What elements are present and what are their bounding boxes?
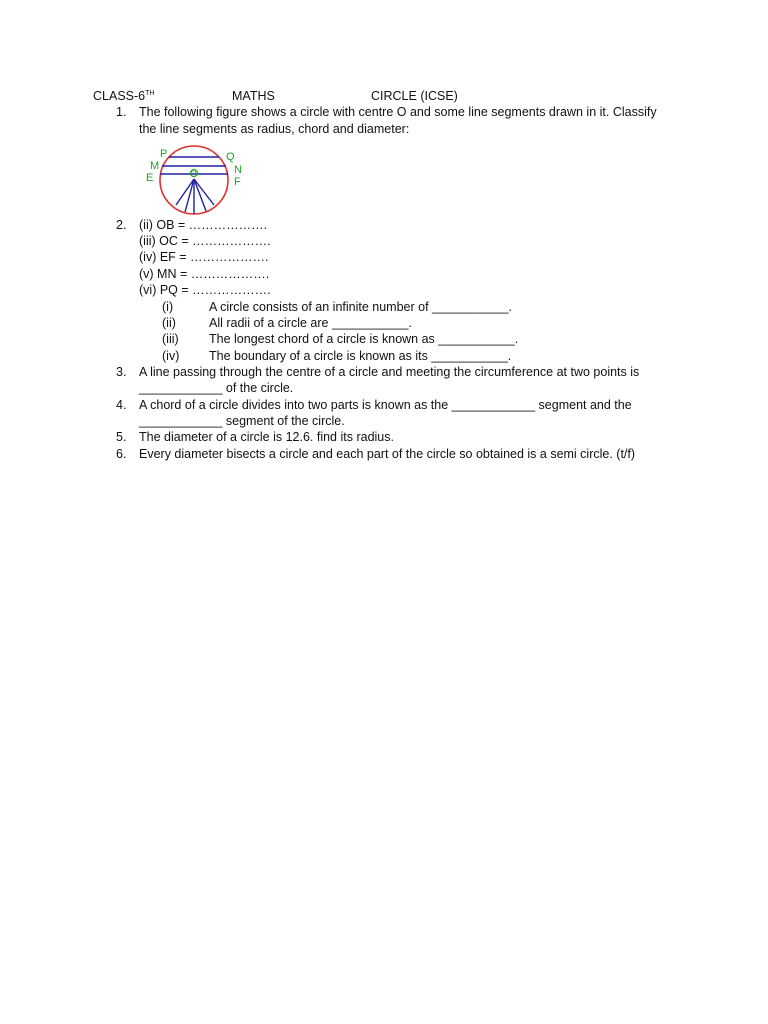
q2-sub-label-i: (i) [162,300,174,314]
q2-sub-text-ii: All radii of a circle are ___________. [209,316,412,330]
label-m: M [150,160,160,172]
q3-text-line1: A line passing through the centre of a circle and meeting the circumference at two points is [139,365,640,379]
q2-sub-label-iv: (iv) [162,349,180,363]
q1-text-line1: The following figure shows a circle with centre O and some line segments drawn in it. Classify [139,105,657,119]
radius-oc [194,179,214,205]
q5-text: The diameter of a circle is 12.6. find its radius. [139,430,394,444]
q2-answer-pq: (vi) PQ = ………………. [139,283,271,297]
q2-answer-ob: (ii) OB = ………………. [139,218,268,232]
q2-sub-label-ii: (ii) [162,316,176,330]
q2-sub-text-iv: The boundary of a circle is known as its ___________. [209,349,512,363]
q2-sub-text-iii: The longest chord of a circle is known as ___________. [209,332,519,346]
radius-3 [194,179,206,211]
q2-number: 2. [116,218,127,232]
subject-label: MATHS [232,89,275,103]
q1-text-line2: the line segments as radius, chord and diameter: [139,122,410,136]
q6-number: 6. [116,447,127,461]
q2-answer-ef: (iv) EF = ………………. [139,250,269,264]
q2-answer-oc: (iii) OC = ………………. [139,234,271,248]
q3-text-line2: ____________ of the circle. [139,381,294,395]
radius-2 [185,179,194,212]
q2-sub-label-iii: (iii) [162,332,179,346]
q4-number: 4. [116,398,127,412]
q6-text: Every diameter bisects a circle and each part of the circle so obtained is a semi circle. (t/f) [139,447,636,461]
label-q: Q [226,151,235,163]
q5-number: 5. [116,430,127,444]
label-f: F [234,176,241,188]
q3-number: 3. [116,365,127,379]
q2-sub-text-i: A circle consists of an infinite number of ___________. [209,300,512,314]
label-n: N [234,164,242,176]
radius-1 [176,179,194,205]
topic-label: CIRCLE (ICSE) [371,89,458,103]
label-o: O [190,169,198,179]
circle-figure [142,143,246,217]
class-label: CLASS-6TH [93,89,155,103]
q2-answer-mn: (v) MN = ………………. [139,267,270,281]
q1-number: 1. [116,105,127,119]
label-e: E [146,172,154,184]
label-p: P [160,148,168,160]
q4-text-line1: A chord of a circle divides into two parts is known as the ____________ segment and the [139,398,632,412]
q4-text-line2: ____________ segment of the circle. [139,414,345,428]
